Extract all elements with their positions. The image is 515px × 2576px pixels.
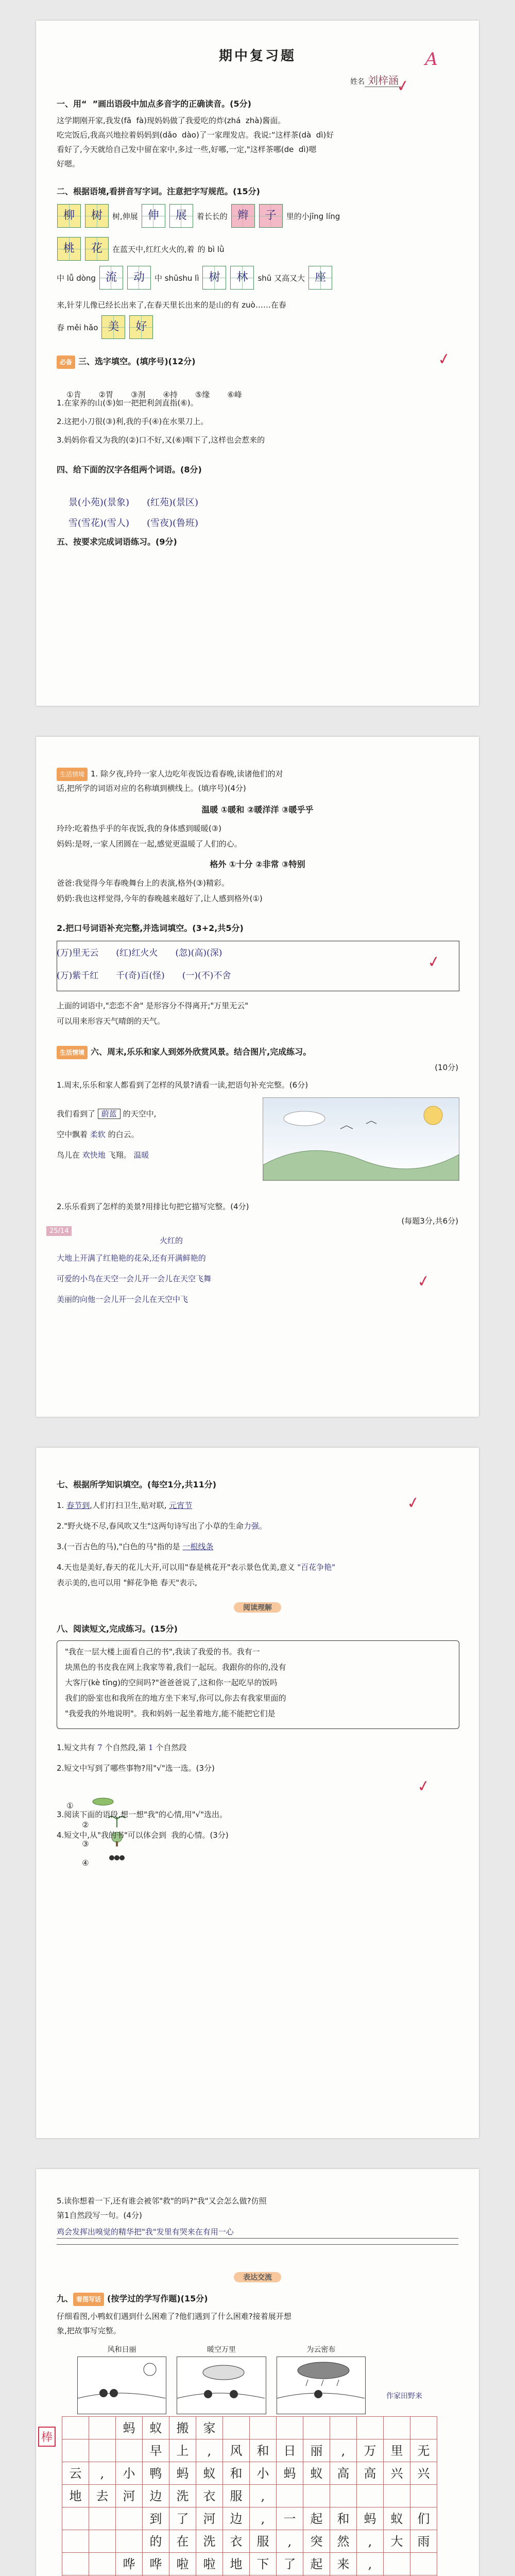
frame: 为云密布 xyxy=(277,2344,366,2414)
q8-sub: 3.阅读下面的语段,想一想"我"的心情,用"√"选出。 xyxy=(57,1810,228,1819)
grid-cell xyxy=(384,2417,410,2439)
q4-answers: 雪(雪花)(雪人) (雪夜)(鲁班) xyxy=(68,518,199,529)
grid-cell: 高 xyxy=(330,2462,357,2485)
q8-heading: 八、阅读短文,完成练习。(15分) xyxy=(57,1624,178,1634)
hw-box: 花 xyxy=(85,237,109,261)
hw-box: 树 xyxy=(85,204,109,228)
score-stamp: 25/14 xyxy=(46,1226,72,1236)
grid-cell: 一 xyxy=(277,2507,303,2530)
word-group: 温暖 ①暖和 ②暖洋洋 ③暖乎乎 xyxy=(201,805,314,815)
hw-box: 动 xyxy=(127,266,151,290)
worksheet-page-2 xyxy=(36,737,479,1417)
instruction: 象,把故事写完整。 xyxy=(57,2326,121,2335)
instruction: 仔细看图,小鸭蚁们遇到什么困难了?他们遇到了什么困难?接着展开想 xyxy=(57,2312,291,2321)
grid-cell: 在 xyxy=(169,2530,196,2553)
passage-line: 我们的卧室也和我所在的地方坐下来写,你可以,你去有我家里面的 xyxy=(65,1693,286,1703)
grid-cell: 蚂 xyxy=(116,2417,143,2439)
grid-cell: 服 xyxy=(223,2485,250,2507)
dialog-line: 妈妈:是呀,一家人团圆在一起,感觉更温暖了人们的心。 xyxy=(57,839,242,849)
frame-illustration xyxy=(77,2357,166,2414)
hw-box: 桃 xyxy=(57,237,81,261)
q2-row: 春 měi hǎo 美 好 xyxy=(57,315,458,339)
q5-heading: 五、按要求完成词语练习。(9分) xyxy=(57,537,177,547)
grid-cell xyxy=(330,2417,357,2439)
q7-line: 3.(一百古色的马),"白色的马"指的是 一根线条 xyxy=(57,1542,214,1551)
grid-cell: 日 xyxy=(277,2439,303,2462)
grid-cell: 蚁 xyxy=(143,2417,169,2439)
grid-cell: 服 xyxy=(250,2530,277,2553)
grid-cell: 无 xyxy=(410,2439,437,2462)
grid-cell xyxy=(330,2485,357,2507)
grid-cell xyxy=(410,2417,437,2439)
fill-line: 上面的词语中,"恋恋不舍" 是形容分不得离开;"万里无云" xyxy=(57,1001,249,1010)
grid-cell xyxy=(89,2530,116,2553)
q3-sentence: 1.在家养的山(⑤)如一把把利剑直指(⑥)。 xyxy=(57,398,198,408)
hw-box: 伸 xyxy=(142,204,165,228)
grid-cell: 河 xyxy=(196,2507,223,2530)
q1-line: 话,把所学的词语对应的名称填到横线上。(填序号)(4分) xyxy=(57,784,246,793)
worksheet-page-4 xyxy=(36,2169,479,2576)
grid-cell: 高 xyxy=(357,2462,384,2485)
hw-box: 柳 xyxy=(57,204,81,228)
grid-cell xyxy=(62,2507,89,2530)
handwritten-answer: 美丽的向他一会儿开一会儿在天空中飞 xyxy=(57,1295,188,1304)
hw-box: 展 xyxy=(169,204,193,228)
q2-heading: 二、根据语境,看拼音写字词。注意把字写规范。(15分) xyxy=(57,187,260,196)
grid-cell xyxy=(62,2530,89,2553)
q3-sentence: 2.这把小刀很(③)利,我的手(④)在水果刀上。 xyxy=(57,417,209,426)
q2-row: 柳 树 树,伸展 伸 展 着长长的 辫 子 里的小jīng líng xyxy=(57,204,458,228)
word-group: 格外 ①十分 ②非常 ③特别 xyxy=(210,859,305,869)
grid-cell: 蚁 xyxy=(196,2462,223,2485)
section-tag: 看图写话 xyxy=(73,2293,104,2306)
grid-cell xyxy=(62,2439,89,2462)
page-title: 期中复习题 xyxy=(218,48,296,64)
frame: 暖空万里 xyxy=(177,2344,266,2414)
grid-cell xyxy=(277,2417,303,2439)
grid-cell: 早 xyxy=(143,2439,169,2462)
passage-line: "我爱我的外地说明"。我和妈妈一起坐着地方,能不能把它们是 xyxy=(65,1709,276,1718)
q3-sentence: 3.妈妈你看又为我的(②)口不好,又(⑥)咽下了,这样也会惹来的 xyxy=(57,435,265,445)
grid-cell: 里 xyxy=(384,2439,410,2462)
check-mark: ✓ xyxy=(405,1493,421,1513)
grid-cell: 蚂 xyxy=(277,2462,303,2485)
q2-heading: 2.把口号词语补充完整,并选词填空。(3+2,共5分) xyxy=(57,923,244,933)
hw-box: 子 xyxy=(259,204,283,228)
grid-cell xyxy=(277,2485,303,2507)
q7-line: 表示美的,也可以用 "鲜花争艳 春天"表示, xyxy=(57,1578,197,1587)
section-title: 表达交流 xyxy=(36,2272,479,2282)
grid-cell xyxy=(303,2485,330,2507)
grid-cell: 起 xyxy=(303,2553,330,2575)
check-mark: ✓ xyxy=(395,76,411,96)
section-tag: 必备 xyxy=(57,355,75,369)
picture-frames xyxy=(77,2344,366,2414)
grid-cell: 搬 xyxy=(169,2417,196,2439)
grid-cell: , xyxy=(357,2530,384,2553)
handwritten-answer: 可爱的小鸟在天空一会儿开一会儿在天空飞舞 xyxy=(57,1274,212,1283)
q1-line: 这学期刚开家,我发(fā fà)现妈妈做了我爱吃的炸(zhá zhà)酱面。 xyxy=(57,116,286,125)
grid-cell xyxy=(89,2507,116,2530)
passage-line: 大客厅(kè tīng)的空间吗?"爸爸爸说了,这和你一起吃早的饭吗 xyxy=(65,1678,278,1687)
idiom-row: (万)紫千红 千(奇)百(怪) (一)(不)不舍 xyxy=(57,971,231,981)
grid-cell: 大 xyxy=(384,2530,410,2553)
grid-cell: 哗 xyxy=(116,2553,143,2575)
q1-line: 吃完饭后,我高兴地拉着妈妈到(dǎo dào)了一家理发店。我说:“这样茶(dà dì)好 xyxy=(57,130,334,140)
idiom-row: (万)里无云 (红)红火火 (忽)(高)(深) xyxy=(57,948,222,958)
grid-cell: 蚂 xyxy=(169,2462,196,2485)
grid-cell xyxy=(410,2553,437,2575)
q4-answers: 景(小苑)(景象) (红苑)(景区) xyxy=(68,497,199,508)
grid-cell: 兴 xyxy=(384,2462,410,2485)
q6-answer: 我们看到了 蔚蓝 的天空中, xyxy=(57,1109,157,1118)
handwritten-answer: 鸡会发挥出嗅觉的精华把"我"发里有哭来在有用一心 xyxy=(57,2226,458,2239)
grid-cell xyxy=(89,2439,116,2462)
grid-cell: 衣 xyxy=(223,2530,250,2553)
check-mark: ✓ xyxy=(416,1272,432,1292)
grid-cell: , xyxy=(250,2507,277,2530)
grid-cell: 边 xyxy=(223,2507,250,2530)
landscape-illustration xyxy=(263,1098,459,1180)
q2-row: 桃 花 在蓝天中,红红火火的,着 的 bì lǜ xyxy=(57,237,458,261)
q5-line: 第1自然段写一句。(4分) xyxy=(57,2211,142,2220)
grid-cell: , xyxy=(330,2439,357,2462)
hw-box: 美 xyxy=(101,315,125,339)
hw-box: 座 xyxy=(308,266,332,290)
grid-cell: 万 xyxy=(357,2439,384,2462)
grid-cell: 小 xyxy=(116,2462,143,2485)
grid-cell: 到 xyxy=(143,2507,169,2530)
grid-cell xyxy=(62,2553,89,2575)
grid-cell xyxy=(410,2485,437,2507)
passage-line: "我在一层大楼上面看自己的书",我读了我爱的书。我有一 xyxy=(65,1647,260,1656)
grid-cell: 家 xyxy=(196,2417,223,2439)
check-mark: ✓ xyxy=(436,349,452,369)
q7-line: 1. 春节到,人们打扫卫生,贴对联, 元宵节 xyxy=(57,1501,193,1510)
dialog-line: 爸爸:我觉得今年春晚舞台上的表演,格外(③)精彩。 xyxy=(57,878,229,888)
frame: 风和日丽 xyxy=(77,2344,166,2414)
grid-cell: 河 xyxy=(116,2485,143,2507)
grid-cell xyxy=(357,2485,384,2507)
q1-line: 生活情境 1. 除夕夜,玲玲一家人边吃年夜饭边看春晚,读诸他们的对 xyxy=(57,768,458,781)
grid-cell: , xyxy=(250,2485,277,2507)
grid-cell: 丽 xyxy=(303,2439,330,2462)
grid-cell: 和 xyxy=(250,2439,277,2462)
grid-cell xyxy=(384,2553,410,2575)
q2-line: 来,针芽儿像已经长出来了,在春天里长出来的是山的有 zuò……在春 xyxy=(57,300,286,310)
grid-cell: 雨 xyxy=(410,2530,437,2553)
grid-cell xyxy=(89,2417,116,2439)
grid-cell: 下 xyxy=(250,2553,277,2575)
grid-cell: 和 xyxy=(330,2507,357,2530)
grid-cell: 了 xyxy=(169,2507,196,2530)
score: (10分) xyxy=(435,1063,458,1072)
q6-answer: 空中飘着 柔软 的白云。 xyxy=(57,1130,139,1139)
handwritten-answer: 火红的 xyxy=(160,1236,183,1245)
grid-cell: 啦 xyxy=(169,2553,196,2575)
grid-cell xyxy=(89,2553,116,2575)
handwritten-answer xyxy=(57,2244,458,2245)
grid-cell: 云 xyxy=(62,2462,89,2485)
grade-mark: A xyxy=(425,49,438,70)
essay-grid xyxy=(62,2416,437,2576)
q8-options: ① ② ③ ④ xyxy=(57,1783,458,1882)
q6-heading: 生活情境 六、周末,乐乐和家人到郊外欣赏风景。结合图片,完成练习。 xyxy=(57,1046,458,1059)
grid-cell: 风 xyxy=(223,2439,250,2462)
grid-cell: 洗 xyxy=(169,2485,196,2507)
grid-cell xyxy=(357,2417,384,2439)
grid-cell: 哗 xyxy=(143,2553,169,2575)
grid-cell: 们 xyxy=(410,2507,437,2530)
grid-cell xyxy=(116,2507,143,2530)
fill-line: 可以用来形容天气晴朗的天气。 xyxy=(57,1016,165,1026)
grid-cell: 上 xyxy=(169,2439,196,2462)
grid-cell: , xyxy=(277,2530,303,2553)
score-note: (每题3分,共6分) xyxy=(401,1216,458,1226)
check-mark: ✓ xyxy=(426,952,442,972)
grid-cell: 突 xyxy=(303,2530,330,2553)
q3-heading: 必备 三、选字填空。(填序号)(12分) xyxy=(57,355,458,369)
worksheet-page-3 xyxy=(36,1448,479,2138)
grid-cell xyxy=(303,2417,330,2439)
q4-heading: 四、给下面的汉字各组两个词语。(8分) xyxy=(57,465,202,474)
grid-cell xyxy=(223,2417,250,2439)
q8-sub: 1.短文共有 7 个自然段,第 1 个自然段 xyxy=(57,1743,187,1752)
handwritten-answer: 大地上开满了红艳艳的花朵,还有开满鲜艳的 xyxy=(57,1253,206,1263)
section-tag: 生活情境 xyxy=(57,768,88,781)
dialog-line: 奶奶:我也这样觉得,今年的春晚越来越好了,让人感到格外(①) xyxy=(57,894,263,903)
grid-cell: 去 xyxy=(89,2485,116,2507)
hw-box: 辫 xyxy=(231,204,255,228)
grid-cell xyxy=(62,2417,89,2439)
grid-cell: , xyxy=(357,2553,384,2575)
grid-cell: , xyxy=(89,2462,116,2485)
grid-cell: 和 xyxy=(223,2462,250,2485)
grid-cell: 然 xyxy=(330,2530,357,2553)
teacher-comment: 棒 xyxy=(38,2427,56,2447)
grid-cell: 了 xyxy=(277,2553,303,2575)
q1-heading: 一、用“ ”画出语段中加点多音字的正确读音。(5分) xyxy=(57,99,251,109)
grid-cell: 兴 xyxy=(410,2462,437,2485)
ant-icon xyxy=(107,1850,127,1866)
grid-cell: 蚁 xyxy=(303,2462,330,2485)
hw-box: 好 xyxy=(129,315,153,339)
hw-box: 流 xyxy=(99,266,123,290)
grid-cell: 蚂 xyxy=(357,2507,384,2530)
passage-line: 块黑色的书皮我在网上我家等着,我们一起玩。我跟你的你的,没有 xyxy=(65,1663,286,1672)
q9-heading: 九、 看图写话 (按学过的学写作题)(15分) xyxy=(57,2293,458,2306)
grid-cell: 衣 xyxy=(196,2485,223,2507)
dialog-line: 玲玲:吃着热乎乎的年夜饭,我的身体感到暖暖(③) xyxy=(57,824,221,833)
q2-row: 中 lǚ dòng 流 动 中 shūshu lì 树 林 shū 又高又大 座 xyxy=(57,266,458,290)
q8-sub: 4.短文中,从"我的书"可以体会到 我的心情。(3分) xyxy=(57,1831,229,1840)
hw-box: 树 xyxy=(202,266,226,290)
q7-line: 4.天也是美好,春天的花儿大开,可以用"春是桃花开"表示景色优美,意义 "百花争艳" xyxy=(57,1563,336,1572)
landscape-picture xyxy=(263,1097,459,1181)
grid-cell xyxy=(116,2439,143,2462)
question: 1.周末,乐乐和家人都看到了怎样的风景?请看一读,把语句补充完整。(6分) xyxy=(57,1080,308,1090)
grid-cell: 鸭 xyxy=(143,2462,169,2485)
student-name: 姓名 刘梓涵 xyxy=(350,72,402,87)
grid-cell xyxy=(384,2485,410,2507)
grid-cell: 啦 xyxy=(196,2553,223,2575)
q7-line: 2."野火烧不尽,春风吹又生"这两句诗写出了小草的生命力强。 xyxy=(57,1521,267,1531)
section-title: 阅读理解 xyxy=(36,1602,479,1613)
grid-cell: , xyxy=(196,2439,223,2462)
grid-cell: 起 xyxy=(303,2507,330,2530)
caterpillar-icon xyxy=(91,1795,115,1808)
worksheet-page-1 xyxy=(36,21,479,706)
q7-heading: 七、根据所学知识填空。(每空1分,共11分) xyxy=(57,1480,217,1489)
question: 2.乐乐看到了怎样的美景?用排比句把它描写完整。(4分) xyxy=(57,1202,249,1211)
grid-cell xyxy=(116,2530,143,2553)
frame-illustration xyxy=(277,2357,366,2414)
grid-cell: 地 xyxy=(62,2485,89,2507)
hw-box: 林 xyxy=(230,266,254,290)
frame-note: 作家田野来 xyxy=(386,2392,422,2400)
grid-cell: 地 xyxy=(223,2553,250,2575)
grid-cell: 边 xyxy=(143,2485,169,2507)
q1-line: 好嗯。 xyxy=(57,159,80,168)
q5-line: 5.读你想着一下,还有谁会被邻"救"的吗?"我"又会怎么做?仿照 xyxy=(57,2196,267,2206)
grid-cell: 的 xyxy=(143,2530,169,2553)
grid-cell: 蚁 xyxy=(384,2507,410,2530)
check-mark: ✓ xyxy=(416,1776,432,1797)
grid-cell: 洗 xyxy=(196,2530,223,2553)
q1-line: 看好了,今天就给自己发中留在家中,多过一些,好哪,一定,"这样茶哪(de dì)嗯 xyxy=(57,145,317,154)
grid-cell xyxy=(250,2417,277,2439)
q6-answer: 鸟儿在 欢快地 飞翔。 温暖 xyxy=(57,1150,149,1160)
frame-illustration xyxy=(177,2357,266,2414)
section-tag: 生活情境 xyxy=(57,1046,88,1059)
q8-sub: 2.短文中写到了哪些事物?用"√"选一选。(3分) xyxy=(57,1764,215,1773)
grid-cell: 来 xyxy=(330,2553,357,2575)
grid-cell: 小 xyxy=(250,2462,277,2485)
q3-options: ①肯 ②胃 ③剂 ④持 ⑤缘 ⑥峰 xyxy=(66,390,242,399)
